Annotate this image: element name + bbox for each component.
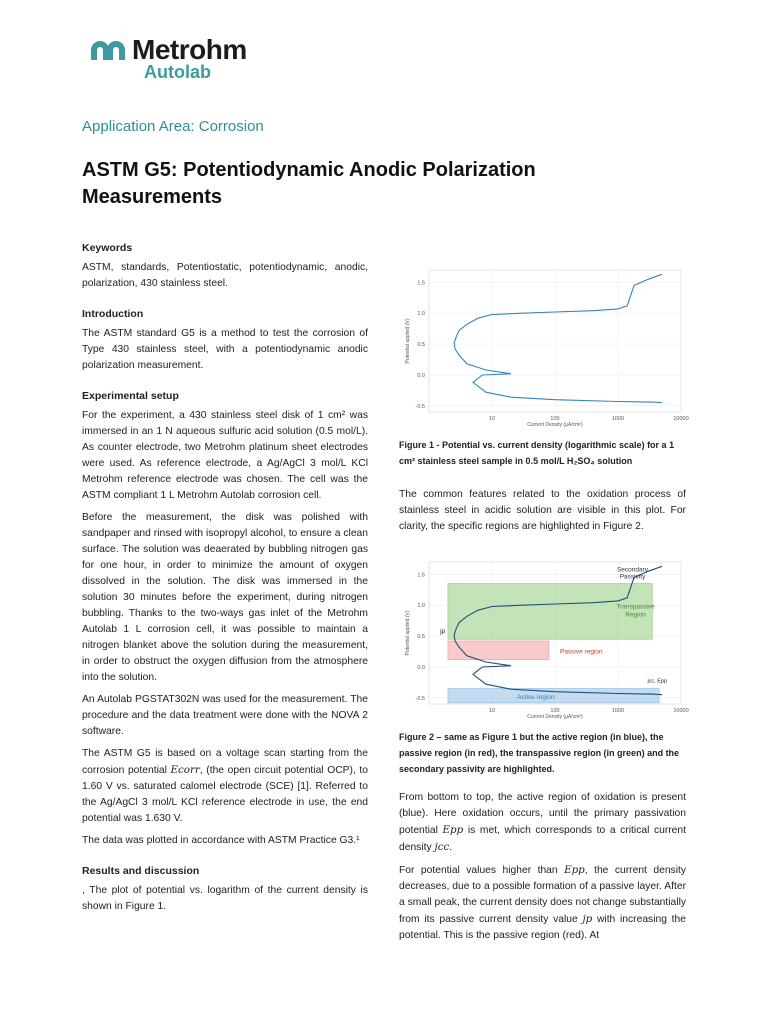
- logo-sub: Autolab: [144, 62, 211, 82]
- right-paragraph-1: The common features related to the oxidation process of stainless steel in acidic solution are visible in this plot. For clarity, the specific regions are highlighted in Figure 2.: [399, 489, 686, 532]
- left-column: [82, 240, 368, 921]
- x-axis-label: Current Density (µA/cm²): [527, 714, 583, 720]
- y-tick-label: 1.0: [417, 311, 425, 318]
- y-tick-label: 0.0: [417, 372, 425, 379]
- keywords-heading: Keywords: [82, 242, 133, 254]
- y-tick-label: 1.5: [417, 572, 425, 579]
- secondary-passivity-label-2: Passivity: [619, 573, 646, 581]
- right-paragraph-2: From bottom to top, the active region of oxidation is present (blue). Here oxidation occurs, until the primary passivation potential Epp is met, which corresponds to a critical current density jcc.: [399, 792, 686, 853]
- results-heading: Results and discussion: [82, 865, 200, 877]
- x-tick-label: 100: [550, 416, 560, 422]
- setup-paragraph-2: Before the measurement, the disk was polished with sandpaper and rinsed with isopropyl alcohol, to ensure a clean surface. The solution was deaerated by bubbling nitrogen gas for one hour, in order to minimize the amount of oxygen dissolved in the solution. The disk was immersed in the solution 30 minutes before the experiment, during nitrogen bubbling. Thanks to the two-ways gas inlet of the Metrohm Autolab 1 L corrosion cell, it was possible to maintain a nitrogen blanket above the solution during the measurement, in order to obstruct the oxygen diffusion from the atmosphere into the solution.: [82, 512, 368, 683]
- y-tick-label: 0.5: [417, 342, 425, 349]
- y-tick-label: -0.5: [415, 695, 425, 702]
- secondary-passivity-label: Secondary: [616, 566, 649, 574]
- x-tick-label: 10: [488, 708, 496, 714]
- jp-label: jp: [440, 628, 446, 635]
- right-paragraphs: [399, 790, 686, 950]
- metrohm-logo-icon: [88, 36, 128, 62]
- transpassive-label-2: Region: [625, 611, 646, 619]
- figure-2-caption: Figure 2 – same as Figure 1 but the active region (in blue), the passive region (in red), the transpassive region (in green) and the secondary passivity are highlighted.: [399, 732, 680, 774]
- passive-region: [448, 641, 549, 660]
- x-tick-label: 10000: [673, 416, 689, 422]
- y-axis-label: Potential applied (V): [405, 610, 411, 656]
- keywords-section: [82, 240, 368, 292]
- x-tick-label: 1000: [611, 416, 625, 422]
- x-axis-label: Current Density (µA/cm²): [527, 422, 583, 428]
- x-tick-label: 10000: [673, 708, 689, 714]
- x-tick-label: 100: [550, 708, 560, 714]
- results-section: [82, 863, 368, 915]
- figure-1: [399, 262, 689, 469]
- setup-section: [82, 388, 368, 849]
- passive-region-label: Passive region: [559, 648, 603, 656]
- y-tick-label: -0.5: [415, 403, 425, 410]
- x-tick-label: 10: [488, 416, 496, 422]
- y-tick-label: 1.5: [417, 280, 425, 287]
- right-paragraph-3: For potential values higher than Epp, the current density decreases, due to a possible formation of a passive layer. After a small peak, the current density does not change substantially from its passive current density value jp with increasing the potential. This is the passive region (red). At: [399, 864, 686, 941]
- y-tick-label: 1.0: [417, 603, 425, 610]
- introduction-text: The ASTM standard G5 is a method to test the corrosion of Type 430 stainless steel, with a potentiodynamic anodic polarization measurement.: [82, 328, 368, 371]
- figure-1-chart: [399, 262, 689, 428]
- y-tick-label: 0.0: [417, 664, 425, 671]
- jcc-epp-label: jcc, Epp: [647, 678, 668, 685]
- logo-name: Metrohm: [132, 34, 247, 65]
- transpassive-region: [448, 584, 652, 640]
- x-tick-label: 1000: [611, 708, 625, 714]
- figure-2: [399, 554, 689, 777]
- setup-paragraph-4: The ASTM G5 is based on a voltage scan starting from the corrosion potential Ecorr, (the open circuit potential OCP), to 1.60 V vs. saturated calomel electrode (SCE) [1]. Referred to the Ag/AgCl 3 mol/L KCl reference electrode in use, the end potential was 1.630 V.: [82, 748, 368, 824]
- setup-paragraph-3: An Autolab PGSTAT302N was used for the measurement. The procedure and the data treatment were done with the NOVA 2 software.: [82, 694, 368, 737]
- transpassive-label: Transpassive: [616, 603, 655, 611]
- figure-2-chart: [399, 554, 689, 720]
- y-axis-label: Potential applied (V): [405, 318, 411, 364]
- document-title: ASTM G5: Potentiodynamic Anodic Polarization Measurements: [82, 159, 536, 208]
- figure-1-caption: Figure 1 - Potential vs. current density (logarithmic scale) for a 1 cm² stainless steel sample in 0.5 mol/L H₂SO₄ solution: [399, 440, 675, 466]
- ecorr-symbol: Ecorr: [170, 764, 200, 776]
- setup-paragraph-5: The data was plotted in accordance with ASTM Practice G3.¹: [82, 835, 360, 846]
- y-tick-label: 0.5: [417, 634, 425, 641]
- setup-heading: Experimental setup: [82, 390, 179, 402]
- application-area: Application Area: Corrosion: [82, 118, 264, 135]
- introduction-section: [82, 306, 368, 374]
- keywords-text: ASTM, standards, Potentiostatic, potentiodynamic, anodic, polarization, 430 stainless steel.: [82, 262, 368, 289]
- active-region-label: Active region: [517, 694, 555, 702]
- results-text: , The plot of potential vs. logarithm of the current density is shown in Figure 1.: [82, 885, 368, 912]
- setup-paragraph-1: For the experiment, a 430 stainless steel disk of 1 cm² was immersed in an 1 N aqueous sulfuric acid solution (0.5 mol/L). As counter electrode, two Metrohm platinum sheet electrodes were used. As reference electrode, a Ag/AgCl 3 mol/L KCl Metrohm reference electrode was chosen. The cell was the ASTM compliant 1 L Metrohm Autolab corrosion cell.: [82, 410, 368, 501]
- introduction-heading: Introduction: [82, 308, 144, 320]
